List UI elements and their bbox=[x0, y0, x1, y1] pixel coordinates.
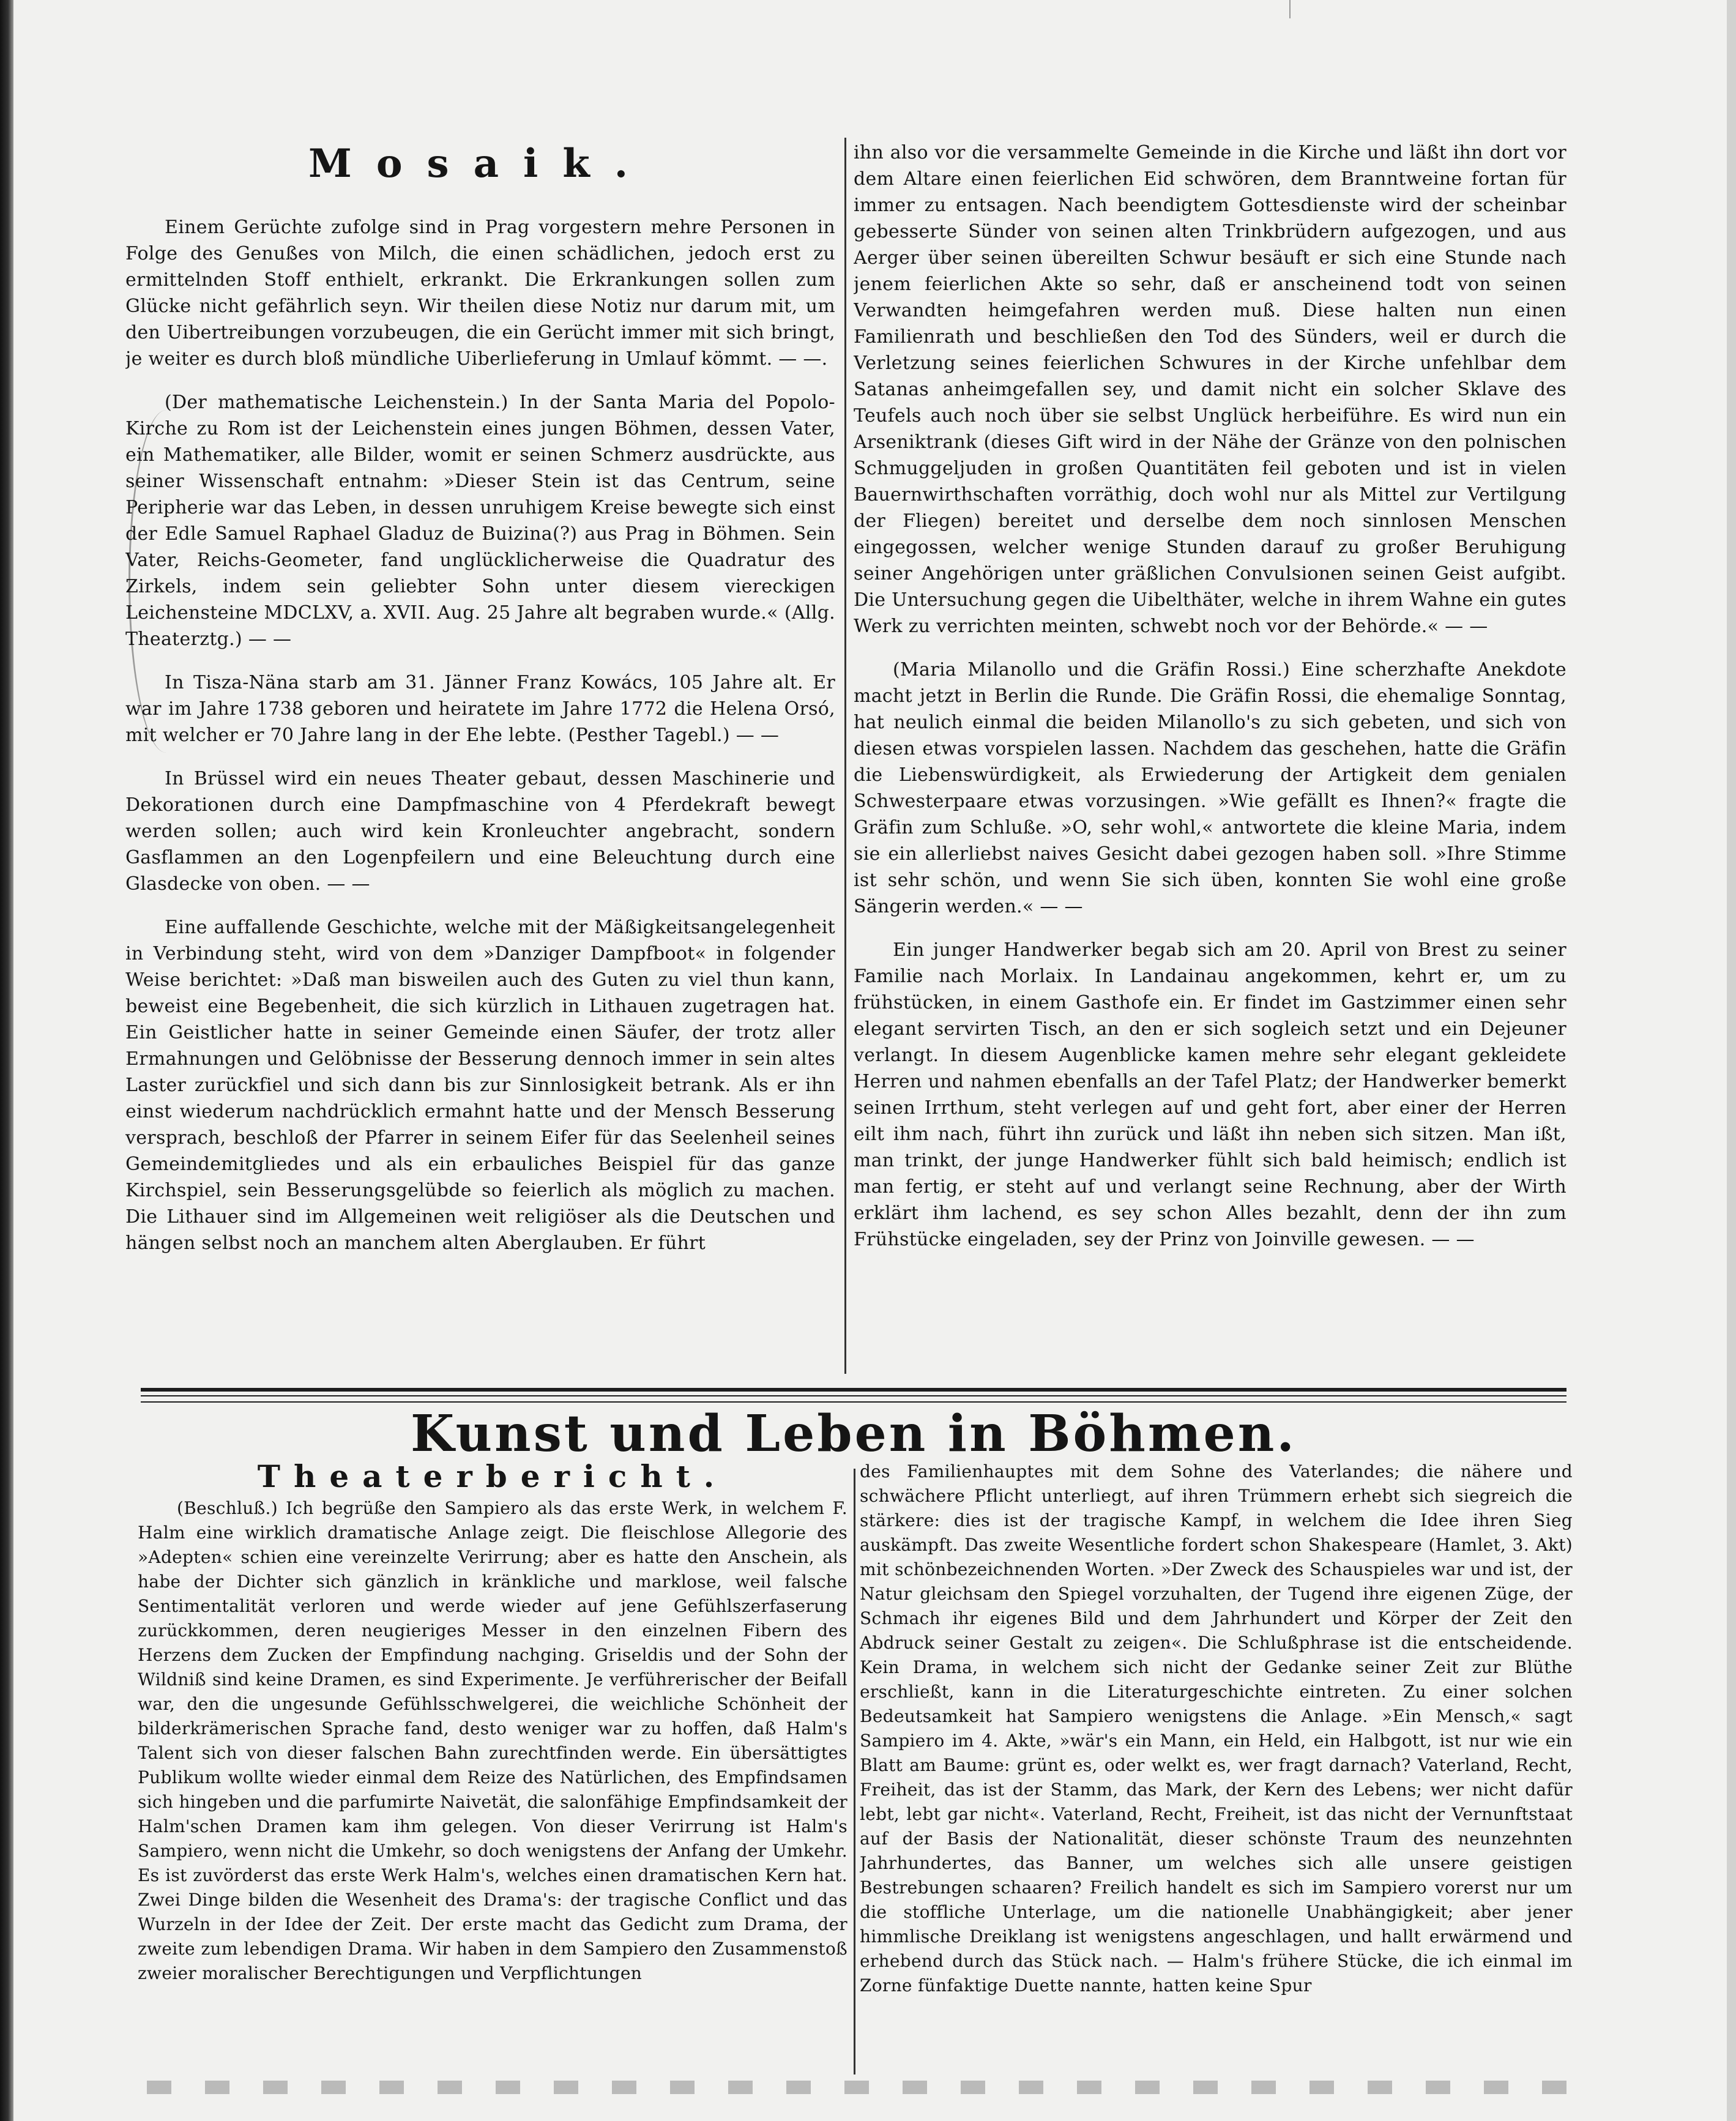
mosaik-paragraph-2: (Der mathematische Leichenstein.) In der Santa Maria del Popolo-Kirche zu Rom ist der Leichenstein eines jungen Böhmen, dessen Vater, ein Mathematiker, alle Bilder, womit er seinen Schmerz ausdrückte, aus seiner Wissenschaft entnahm: »Dieser Stein ist das Centrum, seine Peripherie war das Leben, in dessen unruhigem Kreise bewegte sich einst der Edle Samuel Raphael Gladuz de Buizina(?) aus Prag in Böhmen. Sein Vater, Reichs-Geometer, fand unglücklicherweise die Quadratur des Zirkels, indem sein geliebter Sohn unter diesem viereckigen Leichensteine MDCLXV, a. XVII. Aug. 25 Jahre alt begraben wurde.« (Allg. Theaterztg.) — — bbox=[125, 392, 835, 650]
column-divider-bottom bbox=[854, 1469, 855, 2074]
mosaik-paragraph-5: Eine auffallende Geschichte, welche mit der Mäßigkeitsangelegenheit in Verbindung steht, wird von dem »Danziger Dampfboot« in folgender Weise berichtet: »Daß man bisweilen auch des Guten zu viel thun kann, beweist eine Begebenheit, die sich kürzlich in Lithauen zugetragen hat. Ein Geistlicher hatte in seiner Gemeinde einen Säufer, der trotz aller Ermahnungen und Gelöbnisse der Besserung dennoch immer in sein altes Laster zurückfiel und sich dann bis zur Sinnlosigkeit betrank. Als er ihn einst wiederum nachdrücklich ermahnt hatte und der Mensch Besserung versprach, beschloß der Pfarrer in seinem Eifer für das Seelenheil seines Gemeindemitgliedes und als ein erbauliches Beispiel für das ganze Kirchspiel, sein Besserungsgelübde so feierlich als möglich zu machen. Die Lithauer sind im Allgemeinen weit religiöser als die Deutschen und hängen selbst noch an manchem alten Aberglauben. Er führt bbox=[125, 917, 835, 1254]
theater-left-column bbox=[138, 1496, 848, 2074]
section-rule-thick bbox=[141, 1388, 1566, 1392]
mosaik-left-column bbox=[125, 125, 835, 1374]
theater-paragraph-right: des Familienhauptes mit dem Sohne des Vaterlandes; die nähere und schwächere Pflicht unterliegt, auf ihren Trümmern erhebt sich siegreich die stärkere: dies ist der tragische Kampf, in welchem die Idee ihren Sieg auskämpft. Das zweite Wesentliche fordert schon Shakespeare (Hamlet, 3. Akt) mit schönbezeichnenden Worten. »Der Zweck des Schauspieles war und ist, der Natur gleichsam den Spiegel vorzuhalten, der Tugend ihre eigenen Züge, der Schmach ihr eigenes Bild und dem Jahrhundert und Körper der Zeit den Abdruck seiner Gestalt zu zeigen«. Die Schlußphrase ist die entscheidende. Kein Drama, in welchem sich nicht der Gedanke seiner Zeit zur Blüthe erschließt, kann in die Literaturgeschichte eintreten. Zu einer solchen Bedeutsamkeit hat Sampiero wenigstens die Anlage. »Ein Mensch,« sagt Sampiero im 4. Akte, »wär's ein Mann, ein Held, ein Halbgott, ist nur wie ein Blatt am Baume: grünt es, oder welkt es, wer fragt darnach? Vaterland, Recht, Freiheit, das ist der Stamm, das Mark, der Kern des Lebens; wer nicht dafür lebt, lebt gar nicht«. Vaterland, Recht, Freiheit, ist das nicht der Vernunftstaat auf der Basis der Nationalität, dieser schönste Traum des neunzehnten Jahrhundertes, das Banner, um welches sich alle unsere geistigen Bestrebungen schaaren? Freilich handelt es sich im Sampiero vorerst nur um die stoffliche Unterlage, um die nationelle Unabhängigkeit; aber jener himmlische Dreiklang ist wenigstens angeschlagen, und hallt erwärmend und erhebend durch das Stück nach. — Halm's frühere Stücke, die ich einmal im Zorne fünfaktige Duette nannte, hatten keine Spur bbox=[860, 1461, 1573, 1996]
theater-paragraph-left: (Beschluß.) Ich begrüße den Sampiero als das erste Werk, in welchem F. Halm eine wirklich dramatische Anlage zeigt. Die fleischlose Allegorie des »Adepten« schien eine vereinzelte Verirrung; aber es hatte den Anschein, als habe der Dichter sich gänzlich in kränkliche und marklose, weil falsche Sentimentalität verloren und werde wieder auf jene Gefühlszerfaserung zurückkommen, deren neugieriges Messer in den einzelnen Fibern des Herzens dem Zucken der Empfindung nachging. Griseldis und der Sohn der Wildniß sind keine Dramen, es sind Experimente. Je verführerischer der Beifall war, den die ungesunde Gefühlsschwelgerei, die weichliche Schönheit der bilderkrämerischen Sprache fand, desto weniger war zu hoffen, daß Halm's Talent sich von dieser falschen Bahn zurechtfinden werde. Ein übersättigtes Publikum wollte wieder einmal dem Reize des Natürlichen, des Empfindsamen sich hingeben und die parfumirte Naivetät, die salonfähige Empfindsamkeit der Halm'schen Dramen kam ihm gelegen. Von dieser Verirrung ist Halm's Sampiero, wenn nicht die Umkehr, so doch wenigstens der Anfang der Umkehr. Es ist zuvörderst das erste Werk Halm's, welches einen dramatischen Kern hat. Zwei Dinge bilden die Wesenheit des Drama's: der tragische Conflict und das Wurzeln in der Idee der Zeit. Der erste macht das Gedicht zum Drama, der zweite zum lebendigen Drama. Wir haben in dem Sampiero den Zusammenstoß zweier moralischer Berechtigungen und Verpflichtungen bbox=[138, 1498, 848, 1983]
mosaik-right-column bbox=[854, 140, 1566, 1385]
mosaik-paragraph-1: Einem Gerüchte zufolge sind in Prag vorgestern mehre Personen in Folge des Genußes von Milch, die einen schädlichen, jedoch erst zu ermittelnden Stoff enthielt, erkrankt. Die Erkrankungen sollen zum Glücke nicht gefährlich seyn. Wir theilen diese Notiz nur darum mit, um den Uibertreibungen vorzubeugen, die ein Gerücht immer mit sich bringt, je weiter es durch bloß mündliche Uiberlieferung in Umlauf kömmt. — —. bbox=[125, 217, 835, 370]
mosaik-paragraph-4: In Brüssel wird ein neues Theater gebaut, dessen Maschinerie und Dekorationen durch eine Dampfmaschine von 4 Pferdekraft bewegt werden sollen; auch wird kein Kronleuchter angebracht, sondern Gasflammen an den Logenpfeilern und eine Beleuchtung durch eine Glasdecke von oben. — — bbox=[125, 768, 835, 895]
mosaik-paragraph-6: (Maria Milanollo und die Gräfin Rossi.) Eine scherzhafte Anekdote macht jetzt in Berlin die Runde. Die Gräfin Rossi, die ehemalige Sonntag, hat neulich einmal die beiden Milanollo's zu sich gebeten, und sich von diesen etwas vorspielen lassen. Nachdem das geschehen, hatte die Gräfin die Liebenswürdigkeit, als Erwiederung der Artigkeit dem genialen Schwesterpaare etwas vorzusingen. »Wie gefällt es Ihnen?« fragte die Gräfin zum Schluße. »O, sehr wohl,« antwortete die kleine Maria, indem sie ein allerliebst naives Gesicht dabei gezogen haben soll. »Ihre Stimme ist sehr schön, und wenn Sie sich üben, konnten Sie wohl eine große Sängerin werden.« — — bbox=[854, 659, 1566, 917]
section-rule-thin-2 bbox=[141, 1401, 1566, 1403]
theater-right-column bbox=[860, 1459, 1573, 2074]
subsection-heading: Theaterbericht. bbox=[257, 1458, 728, 1494]
book-binding-edge bbox=[0, 0, 13, 2121]
bottom-edge-marks bbox=[147, 2081, 1566, 2094]
mosaik-paragraph-3: In Tisza-Näna starb am 31. Jänner Franz Kowács, 105 Jahre alt. Er war im Jahre 1738 geboren und heiratete im Jahre 1772 die Helena Orsó, mit welcher er 70 Jahre lang in der Ehe lebte. (Pesther Tagebl.) — — bbox=[125, 672, 835, 746]
section-heading: Kunst und Leben in Böhmen. bbox=[411, 1404, 1297, 1463]
mosaik-paragraph-7: Ein junger Handwerker begab sich am 20. April von Brest zu seiner Familie nach Morlaix. In Landainau angekommen, kehrt er, um zu frühstücken, in einem Gasthofe ein. Er findet im Gastzimmer einen sehr elegant servirten Tisch, an den er sich sogleich setzt und ein Dejeuner verlangt. In diesem Augenblicke kamen mehre sehr elegant gekleidete Herren und nahmen ebenfalls an der Tafel Platz; der Handwerker bemerkt seinen Irrthum, steht verlegen auf und geht fort, aber einer der Herren eilt ihm nach, führt ihn zurück und läßt ihn neben sich sitzen. Man ißt, man trinkt, der junge Handwerker fühlt sich bald heimisch; endlich ist man fertig, er steht auf und verlangt seine Rechnung, aber der Wirth erklärt ihm lachend, es sey schon Alles bezahlt, denn der ihn zum Frühstücke eingeladen, sey der Prinz von Joinville gewesen. — — bbox=[854, 939, 1566, 1250]
pencil-mark bbox=[1289, 0, 1291, 18]
section-rule-thin bbox=[141, 1395, 1566, 1396]
mosaik-continuation: ihn also vor die versammelte Gemeinde in die Kirche und läßt ihn dort vor dem Altare einen feierlichen Eid schwören, dem Branntweine fortan für immer zu entsagen. Nach beendigtem Gottesdienste wird der scheinbar gebesserte Sünder von seinen alten Trinkbrüdern aufgezogen, und aus Aerger über seinen übereilten Schwur besäuft er sich eine Stunde nach jenem feierlichen Akte so sehr, daß er anscheinend todt von seinen Verwandten heimgefahren werden muß. Diese halten nun einen Familienrath und beschließen den Tod des Sünders, weil er durch die Verletzung seines feierlichen Schwures in der Kirche unfehlbar dem Satanas anheimgefallen sey, und damit nicht ein solcher Sklave des Teufels auch noch über sie selbst Unglück herbeiführe. Es wird nun ein Arseniktrank (dieses Gift wird in der Nähe der Gränze von den polnischen Schmuggeljuden in großen Quantitäten feil geboten und ist in vielen Bauernwirthschaften vorräthig, doch wohl nur als Mittel zur Vertilgung der Fliegen) bereitet und derselbe dem noch sinnlosen Menschen eingegossen, welcher wenige Stunden darauf zu großer Beruhigung seiner Angehörigen unter gräßlichen Convulsionen seinen Geist aufgibt. Die Untersuchung gegen die Uibelthäter, welche in ihrem Wahne ein gutes Werk zu verrichten meinten, schwebt noch vor der Behörde.« — — bbox=[854, 142, 1566, 637]
mosaik-title: Mosaik. bbox=[308, 141, 652, 187]
column-divider-top bbox=[844, 138, 846, 1374]
